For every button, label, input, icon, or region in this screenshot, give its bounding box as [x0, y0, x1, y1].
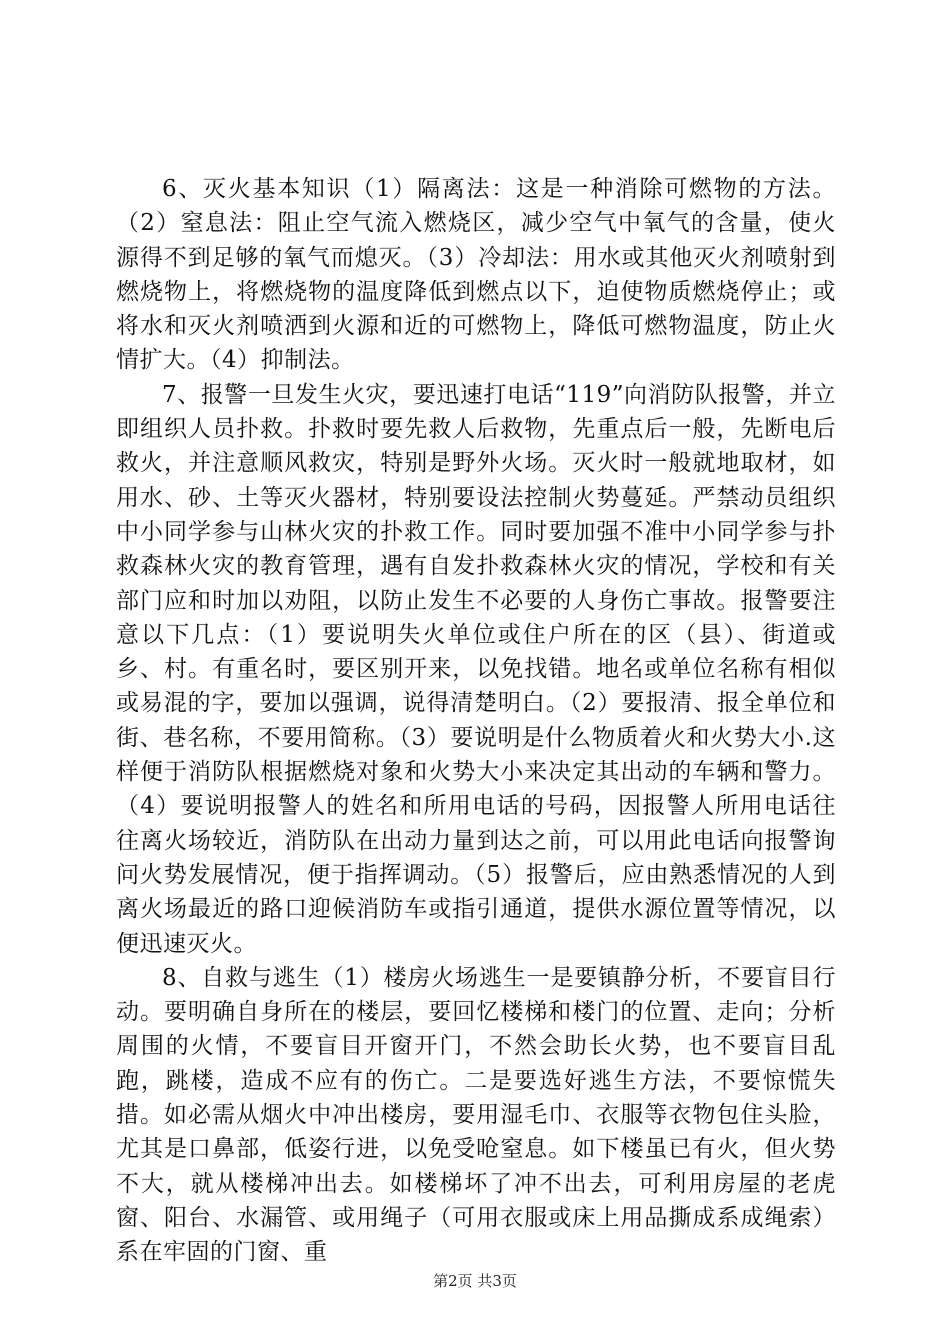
paragraph-fire-alarm: 7、报警一旦发生火灾，要迅速打电话“119”向消防队报警，并立即组织人员扑救。扑救时要先救人后救物，先重点后一般，先断电后救火，并注意顺风救灾，特别是野外火场。灭火时一般就地取材，如用水、砂、土等灭火器材，特别要设法控制火势蔓延。严禁动员组织中小同学参与山林火灾的扑救工作。同时要加强不准中小同学参与扑救森林火灾的教育管理，遇有自发扑救森林火灾的情况，学校和有关部门应和时加以劝阻，以防止发生不必要的人身伤亡事故。报警要注意以下几点：（1）要说明失火单位或住户所在的区（县）、街道或乡、村。有重名时，要区别开来，以免找错。地名或单位名称有相似或易混的字，要加以强调，说得清楚明白。（2）要报清、报全单位和街、巷名称，不要用简称。（3）要说明是什么物质着火和火势大小.这样便于消防队根据燃烧对象和火势大小来决定其出动的车辆和警力。（4）要说明报警人的姓名和所用电话的号码，因报警人所用电话往往离火场较近，消防队在出动力量到达之前，可以用此电话向报警询问火势发展情况，便于指挥调动。（5）报警后，应由熟悉情况的人到离火场最近的路口迎候消防车或指引通道，提供水源位置等情况，以便迅速灭火。 [116, 381, 836, 957]
paragraph-fire-extinguishing: 6、灭火基本知识（1）隔离法：这是一种消除可燃物的方法。（2）窒息法：阻止空气流入燃烧区，减少空气中氧气的含量，使火源得不到足够的氧气而熄灭。（3）冷却法：用水或其他灭火剂喷射到燃烧物上，将燃烧物的温度降低到燃点以下，迫使物质燃烧停止；或将水和灭火剂喷洒到火源和近的可燃物上，降低可燃物温度，防止火情扩大。（4）抑制法。 [116, 176, 836, 374]
page-number-footer: 第2页 共3页 [433, 1272, 517, 1290]
paragraph-self-rescue: 8、自救与逃生（1）楼房火场逃生一是要镇静分析，不要盲目行动。要明确自身所在的楼层，要回忆楼梯和楼门的位置、走向；分析周围的火情，不要盲目开窗开门，不然会助长火势，也不要盲目乱跑，跳楼，造成不应有的伤亡。二是要选好逃生方法，不要惊慌失措。如必需从烟火中冲出楼房，要用湿毛巾、衣服等衣物包住头脸，尤其是口鼻部，低姿行进，以免受呛窒息。如下楼虽已有火，但火势不大，就从楼梯冲出去。如楼梯坏了冲不出去，可利用房屋的老虎窗、阳台、水漏管、或用绳子（可用衣服或床上用品撕成系成绳索）系在牢固的门窗、重 [116, 964, 836, 1266]
document-body [116, 172, 836, 1270]
